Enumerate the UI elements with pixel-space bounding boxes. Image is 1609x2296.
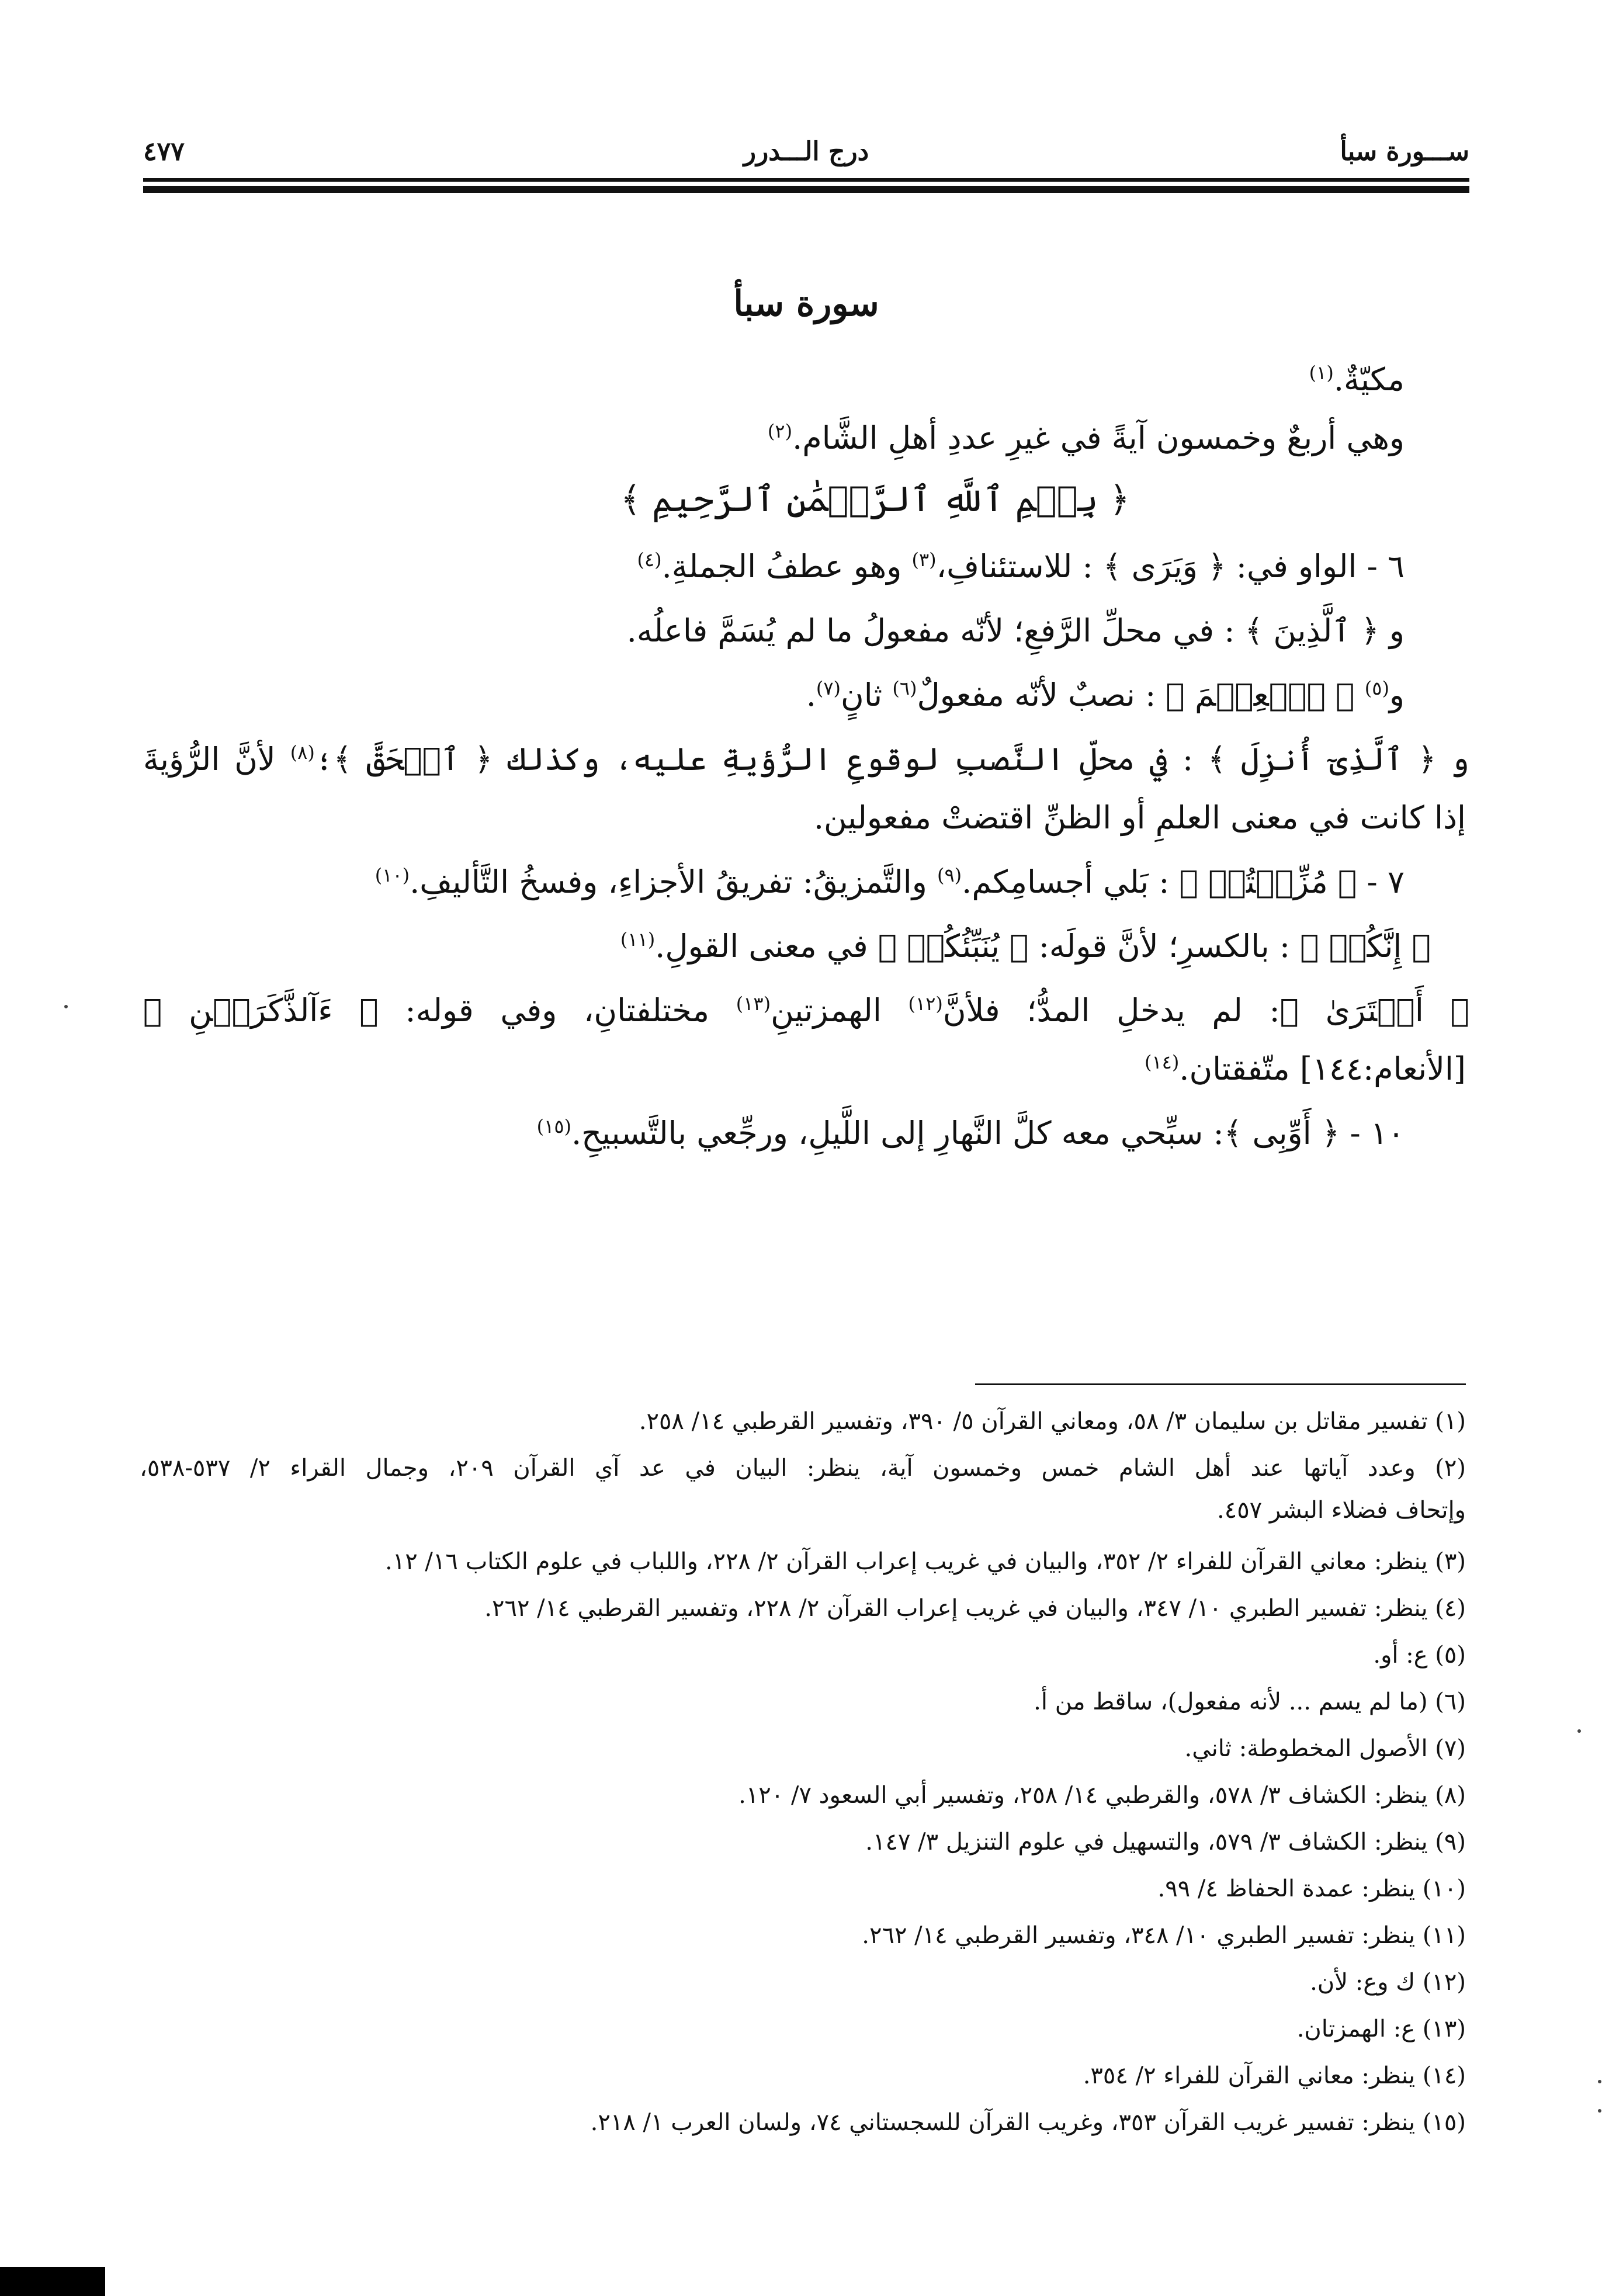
text-span: ١٠ - ﴿ أَوِّبِى ﴾: سبِّحي معه كلَّ النَّهارِ إلى اللَّيلِ، ورجِّعي بالتَّسبيحِ. — [571, 1115, 1405, 1152]
text-line-meccan — [1309, 351, 1405, 409]
text-span: و — [1389, 677, 1405, 713]
header-rule-thin — [143, 178, 1469, 182]
text-span: ٦ - الواو في: ﴿ وَيَرَى ﴾ : للاستئنافِ، — [936, 548, 1405, 585]
text-span: . — [806, 677, 816, 713]
footnote-ref: (٢) — [767, 420, 793, 442]
text-line-verse-10 — [537, 1104, 1405, 1163]
footnote-ref: (١٠) — [374, 864, 410, 886]
text-span: وهو عطفُ الجملةِ. — [661, 548, 912, 585]
footnote-ref: (٤) — [637, 549, 662, 571]
footnote-ref: (١٤) — [1144, 1051, 1180, 1073]
footnote-item: (٢) وعدد آياتها عند أهل الشام خمس وخمسون آية، ينظر: البيان في عد آي القرآن ٢٠٩، وجمال القراء ٢/ ٥٣٧-٥٣٨، — [140, 1455, 1466, 1482]
scan-speck — [1577, 1729, 1581, 1733]
footnote-ref: (٨) — [290, 741, 315, 764]
text-span: ﴿ إِنَّكُمۡ ﴾ : بالكسرِ؛ لأنَّ قولَه: ﴿ يُنَبِّئُكُمۡ ﴾ في معنى القولِ. — [655, 928, 1431, 965]
footnote-item: (٥) ع: أو. — [1373, 1642, 1466, 1669]
footnote-item: (٧) الأصول المخطوطة: ثاني. — [1184, 1735, 1466, 1762]
running-header — [143, 131, 1469, 172]
text-span: [الأنعام:١٤٤] متّفقتان. — [1179, 1050, 1466, 1087]
footnote-item: (٦) (ما لم يسم ... لأنه مفعول)، ساقط من أ. — [1034, 1688, 1466, 1715]
scan-speck — [1598, 2080, 1601, 2083]
scan-corner-mark — [0, 2267, 105, 2296]
footnote-ref: (٧) — [816, 677, 841, 699]
text-line-verse-6 — [637, 537, 1405, 596]
scan-speck — [1598, 2109, 1601, 2113]
footnote-item: (٩) ينظر: الكشاف ٣/ ٥٧٩، والتسهيل في علوم التنزيل ٣/ ١٤٧. — [865, 1829, 1466, 1855]
footnote-item: وإتحاف فضلاء البشر ٤٥٧. — [1217, 1497, 1466, 1524]
header-rule-thick — [143, 186, 1469, 193]
text-line-alladhi-unzila — [143, 730, 1469, 789]
surah-title: سورة سبأ — [733, 283, 879, 324]
text-span: وهي أربعٌ وخمسون آيةً في غيرِ عددِ أهلِ الشَّام. — [792, 419, 1405, 456]
footnote-ref: (١٣) — [736, 993, 771, 1015]
footnote-item: (٤) ينظر: تفسير الطبري ١٠/ ٣٤٧، والبيان في غريب إعراب القرآن ٢/ ٢٢٨، وتفسير القرطبي ١٤/ ٢٦٢. — [484, 1595, 1466, 1622]
text-span: و ﴿ ٱلَّذِينَ ﴾ : في محلِّ الرَّفعِ؛ لأنّه مفعولُ ما لم يُسَمَّ فاعلُه. — [626, 612, 1405, 649]
footnote-item: (١٠) ينظر: عمدة الحفاظ ٤/ ٩٩. — [1157, 1875, 1466, 1902]
footnote-separator — [975, 1383, 1466, 1385]
footnote-item: (٨) ينظر: الكشاف ٣/ ٥٧٨، والقرطبي ١٤/ ٢٥٨، وتفسير أبي السعود ٧/ ١٢٠. — [738, 1782, 1466, 1809]
footnote-item: (١٣) ع: الهمزتان. — [1296, 2016, 1466, 2042]
text-span: ﴿ أَفۡتَرَىٰ ﴾: لم يدخلِ المدُّ؛ فلأنَّ — [942, 992, 1469, 1029]
text-span: إذا كانت في معنى العلمِ أو الظنِّ اقتضتْ مفعولين. — [813, 799, 1466, 836]
footnote-item: (١١) ينظر: تفسير الطبري ١٠/ ٣٤٨، وتفسير القرطبي ١٤/ ٢٦٢. — [862, 1922, 1466, 1949]
footnote-item: (٣) ينظر: معاني القرآن للفراء ٢/ ٣٥٢، والبيان في غريب إعراب القرآن ٢/ ٢٢٨، واللباب في علوم الكتاب ١٦/ ١٢. — [385, 1548, 1466, 1575]
text-line-aftara — [143, 981, 1469, 1040]
basmala: ﴿ بِسۡمِ ٱللَّهِ ٱلرَّحۡمَٰنِ ٱلرَّحِيمِ ﴾ — [620, 479, 1130, 520]
text-line-continuation — [814, 789, 1466, 847]
text-line-innakum — [620, 917, 1431, 976]
text-line-alladhina — [627, 602, 1405, 660]
text-line-alilm — [806, 666, 1405, 724]
text-line-anam — [1145, 1040, 1466, 1098]
footnote-ref: (١١) — [620, 928, 656, 951]
footnote-item: (١٤) ينظر: معاني القرآن للفراء ٢/ ٣٥٤. — [1083, 2062, 1466, 2089]
text-span: لأنَّ الرُّؤيةَ — [143, 741, 290, 778]
footnote-ref: (١) — [1309, 362, 1334, 384]
text-span: والتَّمزيقُ: تفريقُ الأجزاءِ، وفسخُ التَّأليفِ. — [410, 863, 937, 900]
text-span: ٧ - ﴿ مُزِّقۡتُمۡ ﴾ : بَلي أجسامِكم. — [962, 863, 1405, 900]
text-span: و ﴿ ٱلَّذِىٓ أُنزِلَ ﴾ : في محلِّ النَّصبِ لوقوعِ الرُّؤيةِ عليه، وكذلك ﴿ ٱلۡحَقَّ ﴾؛ — [314, 741, 1469, 778]
text-span: ثانٍ — [841, 677, 893, 713]
scan-speck — [64, 1005, 68, 1008]
header-book-title: درج الـــدرر — [743, 137, 869, 167]
footnote-ref: (١٢) — [908, 993, 943, 1015]
header-surah-name: ســـورة سبأ — [1340, 137, 1469, 167]
text-line-verse-count — [768, 409, 1405, 467]
footnote-ref: (٥) — [1364, 677, 1389, 699]
footnote-item: (١) تفسير مقاتل بن سليمان ٣/ ٥٨، ومعاني القرآن ٥/ ٣٩٠، وتفسير القرطبي ١٤/ ٢٥٨. — [639, 1408, 1466, 1435]
text-span: الهمزتينِ — [771, 992, 908, 1029]
footnote-ref: (٩) — [937, 864, 962, 886]
text-span: مختلفتانِ، وفي قوله: ﴿ ءَآلذَّكَرَيۡنِ ﴾ — [143, 992, 736, 1029]
page-number: ٤٧٧ — [143, 137, 185, 167]
footnote-item: (١٥) ينظر: تفسير غريب القرآن ٣٥٣، وغريب القرآن للسجستاني ٧٤، ولسان العرب ١/ ٢١٨. — [590, 2109, 1466, 2136]
text-span: ﴿ ٱلۡعِلۡمَ ﴾ : نصبٌ لأنّه مفعولٌ — [917, 677, 1365, 713]
footnote-ref: (١٥) — [536, 1115, 572, 1137]
text-line-verse-7 — [375, 853, 1405, 911]
footnote-ref: (٦) — [892, 677, 917, 699]
footnote-item: (١٢) ك وع: لأن. — [1310, 1969, 1466, 1996]
footnote-ref: (٣) — [911, 549, 937, 571]
text-span: مكيّةٌ. — [1333, 361, 1405, 398]
